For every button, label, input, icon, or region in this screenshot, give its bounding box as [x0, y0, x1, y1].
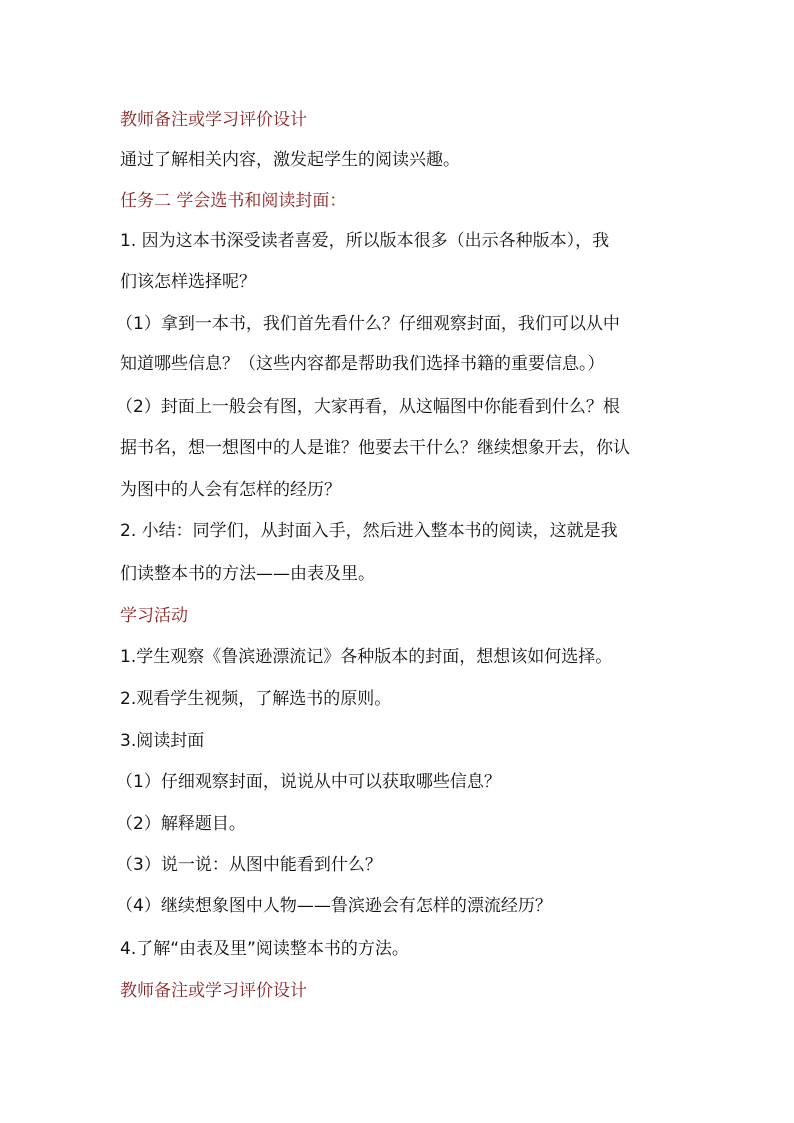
paragraph-line: （2）封面上一般会有图，大家再看，从这幅图中你能看到什么？根 [116, 397, 620, 417]
paragraph-line: （1）拿到一本书，我们首先看什么？仔细观察封面，我们可以从中 [116, 314, 620, 334]
paragraph-line: 为图中的人会有怎样的经历？ [120, 480, 341, 500]
section-heading-teacher-notes: 教师备注或学习评价设计 [120, 981, 307, 1001]
paragraph-line: 据书名，想一想图中的人是谁？他要去干什么？继续想象开去，你认 [120, 438, 630, 458]
paragraph-line: 2. 小结：同学们，从封面入手，然后进入整本书的阅读，这就是我 [120, 521, 618, 541]
list-item: （3）说一说：从图中能看到什么？ [116, 855, 382, 875]
list-item: 3.阅读封面 [120, 731, 205, 751]
section-heading-learning-activity: 学习活动 [120, 606, 188, 626]
section-heading-teacher-notes: 教师备注或学习评价设计 [120, 110, 307, 130]
list-item: （2）解释题目。 [116, 814, 246, 834]
section-heading-task-two: 任务二 学会选书和阅读封面： [120, 191, 347, 211]
paragraph-line: 知道哪些信息？（这些内容都是帮助我们选择书籍的重要信息。） [120, 354, 605, 374]
paragraph-line: 通过了解相关内容，激发起学生的阅读兴趣。 [120, 150, 460, 170]
paragraph-line: 1. 因为这本书深受读者喜爱，所以版本很多（出示各种版本），我 [120, 231, 610, 251]
list-item: 2.观看学生视频，了解选书的原则。 [120, 689, 392, 709]
list-item: 4.了解“由表及里”阅读整本书的方法。 [120, 939, 409, 959]
list-item: （1）仔细观察封面，说说从中可以获取哪些信息？ [116, 772, 501, 792]
paragraph-line: 们读整本书的方法——由表及里。 [120, 564, 375, 584]
list-item: （4）继续想象图中人物——鲁滨逊会有怎样的漂流经历？ [116, 896, 552, 916]
paragraph-line: 们该怎样选择呢？ [120, 272, 256, 292]
list-item: 1.学生观察《鲁滨逊漂流记》各种版本的封面，想想该如何选择。 [120, 647, 613, 667]
